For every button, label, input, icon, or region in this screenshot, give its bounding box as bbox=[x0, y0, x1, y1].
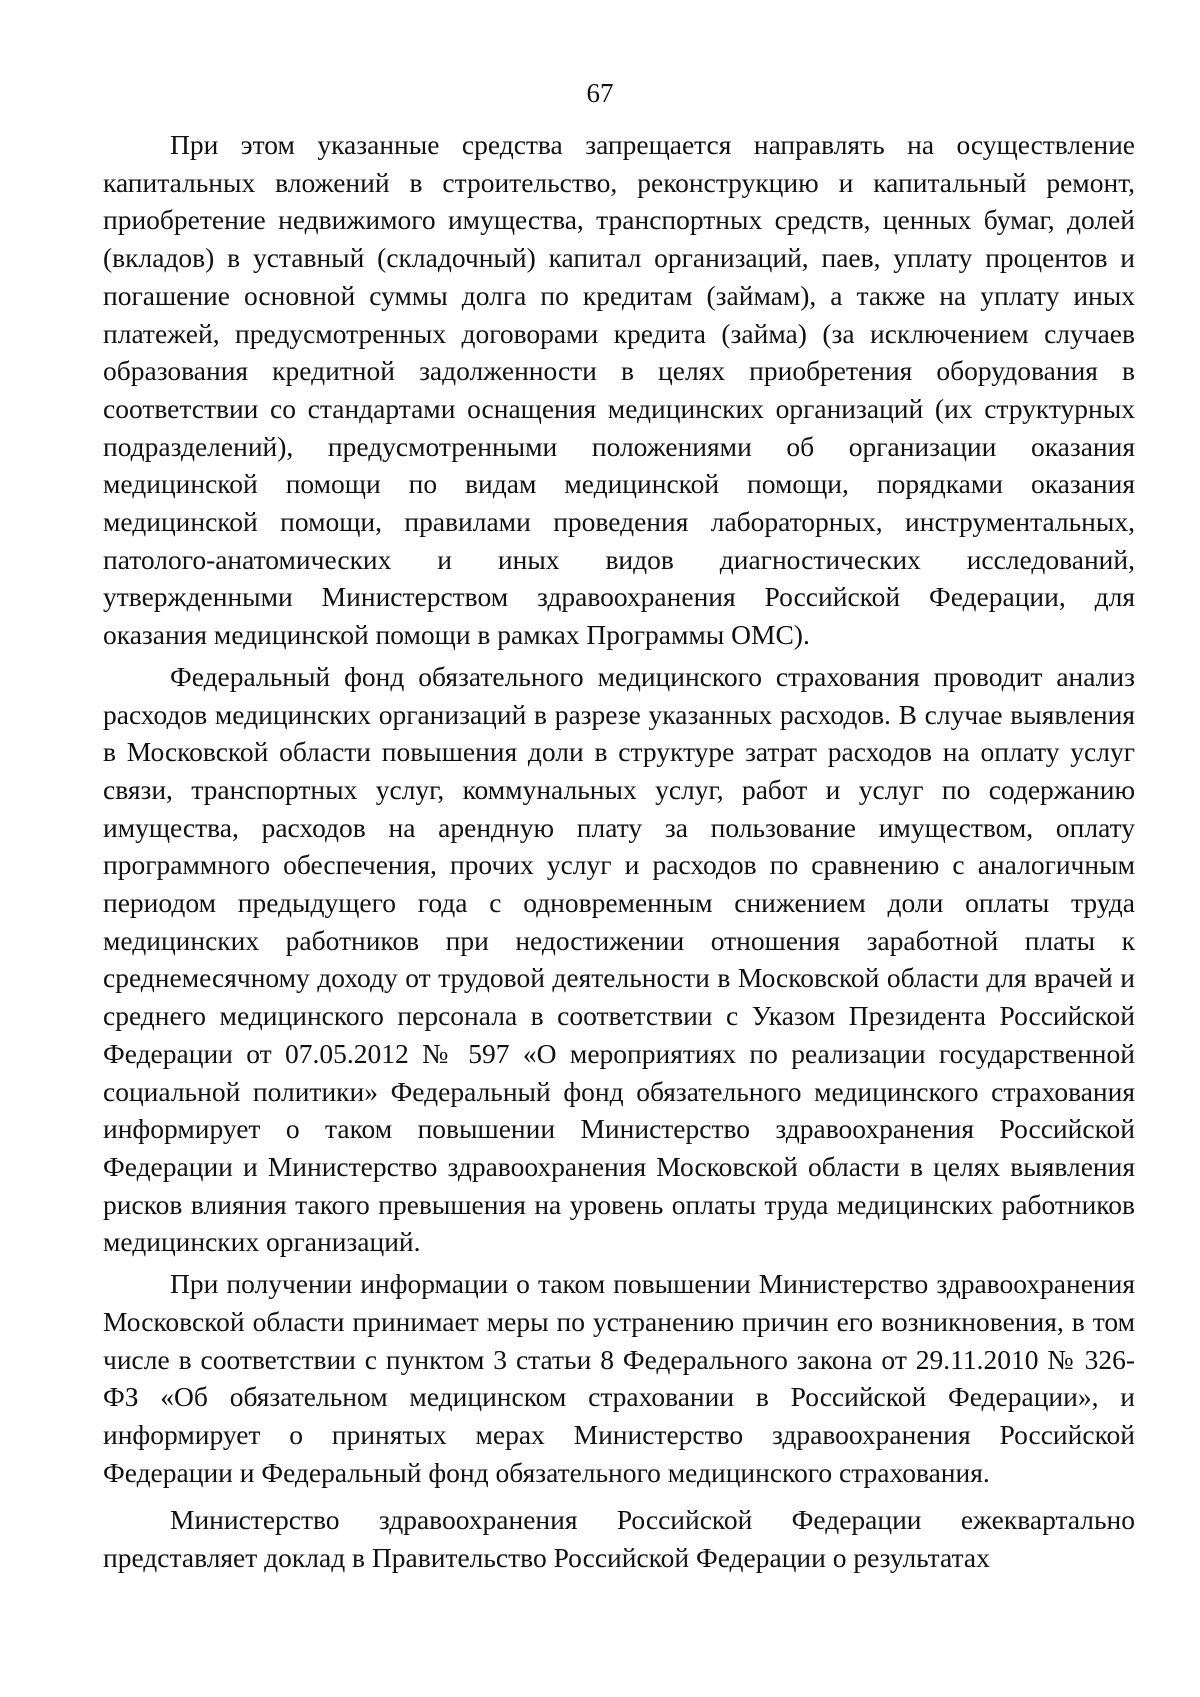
paragraph-quarterly-report: Министерство здравоохранения Российской Федерации ежеквартально представляет доклад в Правительство Российской Федерации о результатах bbox=[103, 1504, 1135, 1574]
paragraph-foms-expense-analysis: Федеральный фонд обязательного медицинского страхования проводит анализ расходов медицинских организаций в разрезе указанных расходов. В случае выявления в Московской области повышения доли в структуре затрат расходов на оплату услуг связи, транспортных услуг, коммунальных услуг, работ и услуг по содержанию имущества, расходов на арендную плату за пользование имуществом, оплату программного обеспечения, прочих услуг и расходов по сравнению с аналогичным периодом предыдущего года с одновременным снижением доли оплаты труда медицинских работников при недостижении отношения заработной платы к среднемесячному доходу от трудовой деятельности в Московской области для врачей и среднего медицинского персонала в соответствии с Указом Президента Российской Федерации от 07.05.2012 № 597 «О мероприятиях по реализации государственной социальной политики» Федеральный фонд обязательного медицинского страхования информирует о таком повышении Министерство здравоохранения Российской Федерации и Министерство здравоохранения Московской области в целях выявления рисков влияния такого превышения на уровень оплаты труда медицинских работников медицинских организаций. bbox=[103, 660, 1135, 1258]
document-body bbox=[103, 126, 1135, 1577]
paragraph-capital-investment-restrictions: При этом указанные средства запрещается направлять на осуществление капитальных вложений в строительство, реконструкцию и капитальный ремонт, приобретение недвижимого имущества, транспортных средств, ценных бумаг, долей (вкладов) в уставный (складочный) капитал организаций, паев, уплату процентов и погашение основной суммы долга по кредитам (займам), а также на уплату иных платежей, предусмотренных договорами кредита (займа) (за исключением случаев образования кредитной задолженности в целях приобретения оборудования в соответствии со стандартами оснащения медицинских организаций (их структурных подразделений), предусмотренными положениями об организации оказания медицинской помощи по видам медицинской помощи, порядками оказания медицинской помощи, правилами проведения лабораторных, инструментальных, патолого-анатомических и иных видов диагностических исследований, утвержденными Министерством здравоохранения Российской Федерации, для оказания медицинской помощи в рамках Программы ОМС). bbox=[103, 129, 1135, 651]
paragraph-ministry-measures: При получении информации о таком повышении Министерство здравоохранения Московской области принимает меры по устранению причин его возникновения, в том числе в соответствии с пунктом 3 статьи 8 Федерального закона от 29.11.2010 № 326-ФЗ «Об обязательном медицинском страховании в Российской Федерации», и информирует о принятых мерах Министерство здравоохранения Российской Федерации и Федеральный фонд обязательного медицинского страхования. bbox=[103, 1268, 1135, 1488]
page-number: 67 bbox=[586, 78, 614, 108]
